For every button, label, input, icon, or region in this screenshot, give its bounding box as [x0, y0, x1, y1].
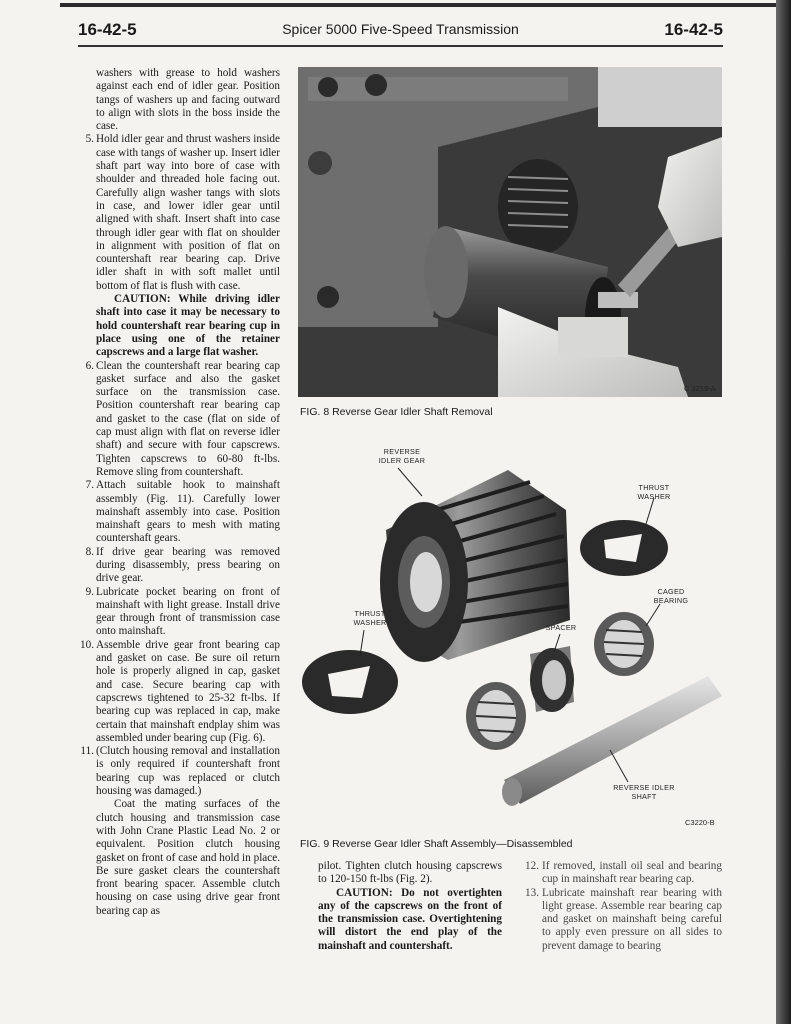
continued-paragraph: washers with grease to hold washers against each end of idler gear. Position tangs of washers up and facing outward to align with slots in the boss inside the case.: [96, 67, 280, 133]
spacer: [530, 646, 574, 712]
step-13: 13. Lubricate mainshaft rear bearing with light grease. Assemble rear bearing cap and gasket on mainshaft being careful to apply even pressure on all sides to prevent damage to bearing: [525, 886, 722, 952]
fig9-caption: FIG. 9 Reverse Gear Idler Shaft Assembly—Disassembled: [300, 838, 573, 850]
fig9-code: C3220-B: [685, 818, 715, 827]
page-title: Spicer 5000 Five-Speed Transmission: [282, 21, 519, 37]
caution-note: CAUTION: While driving idler shaft into case it may be necessary to hold countershaft rear bearing cup in place using one of the retainer capscrews and a large flat washer.: [96, 293, 280, 359]
header-top-rule: [60, 3, 776, 7]
middle-paragraph: pilot. Tighten clutch housing capscrews to 120-150 ft-lbs (Fig. 2).: [318, 860, 502, 886]
step-5: 5. Hold idler gear and thrust washers inside case with tangs of washer up. Insert idler shaft part way into bore of case with shoulder and threaded hole facing out. Carefully align washer tangs with slots in case, and lower idler gear until aligned with shaft. Insert shaft into case through idler gear with flat on shoulder in alignment with position of flat on countershaft rear bearing cap. Drive idler shaft in with soft mallet until bottom of flat is flush with case.: [85, 133, 280, 292]
page-number-left: 16-42-5: [78, 20, 137, 39]
step-9: 9. Lubricate pocket bearing on front of mainshaft with light grease. Install drive gear through front of transmission case onto mainshaft.: [85, 585, 280, 638]
step-10: 10. Assemble drive gear front bearing cap and gasket on case. Be sure oil return hole is properly aligned in cap, gasket and case. Secure bearing cap with capscrews tightened to 25-32 ft-lbs. If bearing cup was replaced in cap, make certain that mainshaft endplay shim was assembled under bearing cup (Fig. 6).: [80, 638, 280, 744]
fig8-illustration: [298, 67, 722, 397]
label-reverse-idler-gear: REVERSE IDLER GEAR: [378, 447, 426, 465]
label-caged-bearing: CAGED BEARING: [653, 587, 689, 605]
caged-bearing-right: [594, 612, 654, 676]
caged-bearing-left: [466, 682, 526, 750]
step-11-paragraph: Coat the mating surfaces of the clutch housing and transmission case with John Crane Plastic Lead No. 2 or equivalent. Position clutch housing gasket on front of case and hold in place. Be sure gasket clears the countershaft front bearing spacer. Assemble clutch housing on case using drive gear front bearing cap as: [96, 798, 280, 917]
reverse-idler-gear: [380, 470, 570, 662]
step-8: 8. If drive gear bearing was removed during disassembly, press bearing on drive gear.: [85, 545, 280, 585]
label-spacer: SPACER: [545, 623, 577, 632]
fig9-diagram: [298, 440, 728, 830]
fig8-caption: FIG. 8 Reverse Gear Idler Shaft Removal: [300, 406, 493, 418]
left-text-column: [80, 67, 280, 918]
step-7: 7. Attach suitable hook to mainshaft assembly (Fig. 11). Carefully lower mainshaft assembly into case. Position mainshaft gears to mesh with mating countershaft gears.: [85, 479, 280, 545]
header-rule: [78, 45, 723, 47]
middle-text-column: [318, 860, 502, 953]
page-header: [78, 20, 723, 44]
procedure-list-continued: [525, 860, 722, 953]
caution-overtighten: CAUTION: Do not overtighten any of the capscrews on the front of the transmission case. Overtightening will distort the end play of the mainshaft and countershaft.: [318, 886, 502, 952]
step-11: 11. (Clutch housing removal and installation is only required if countershaft front bearing cup was replaced or clutch housing was damaged.): [80, 745, 280, 798]
thrust-washer-right: [580, 520, 668, 576]
label-thrust-washer-left: THRUST WASHER: [353, 609, 387, 627]
fig8-photo: [298, 67, 722, 397]
right-text-column: [525, 860, 722, 953]
thrust-washer-left: [302, 650, 398, 714]
procedure-list: [80, 133, 280, 918]
label-reverse-idler-shaft: REVERSE IDLER SHAFT: [613, 783, 675, 801]
step-6: 6. Clean the countershaft rear bearing cap gasket surface and also the gasket surface on the transmission case. Position countershaft rear bearing cap and gasket to the case (flat on side of cap must align with flat on reverse idler shaft) and secure with four capscrews. Tighten capscrews to 60-80 ft-lbs. Remove sling from countershaft.: [85, 359, 280, 478]
page-number-right: 16-42-5: [664, 20, 723, 39]
binding-edge: [776, 0, 791, 1024]
fig8-code: C 3219-A: [684, 384, 716, 393]
step-12: 12. If removed, install oil seal and bearing cup in mainshaft rear bearing cap.: [525, 860, 722, 886]
label-thrust-washer-right: THRUST WASHER: [637, 483, 671, 501]
